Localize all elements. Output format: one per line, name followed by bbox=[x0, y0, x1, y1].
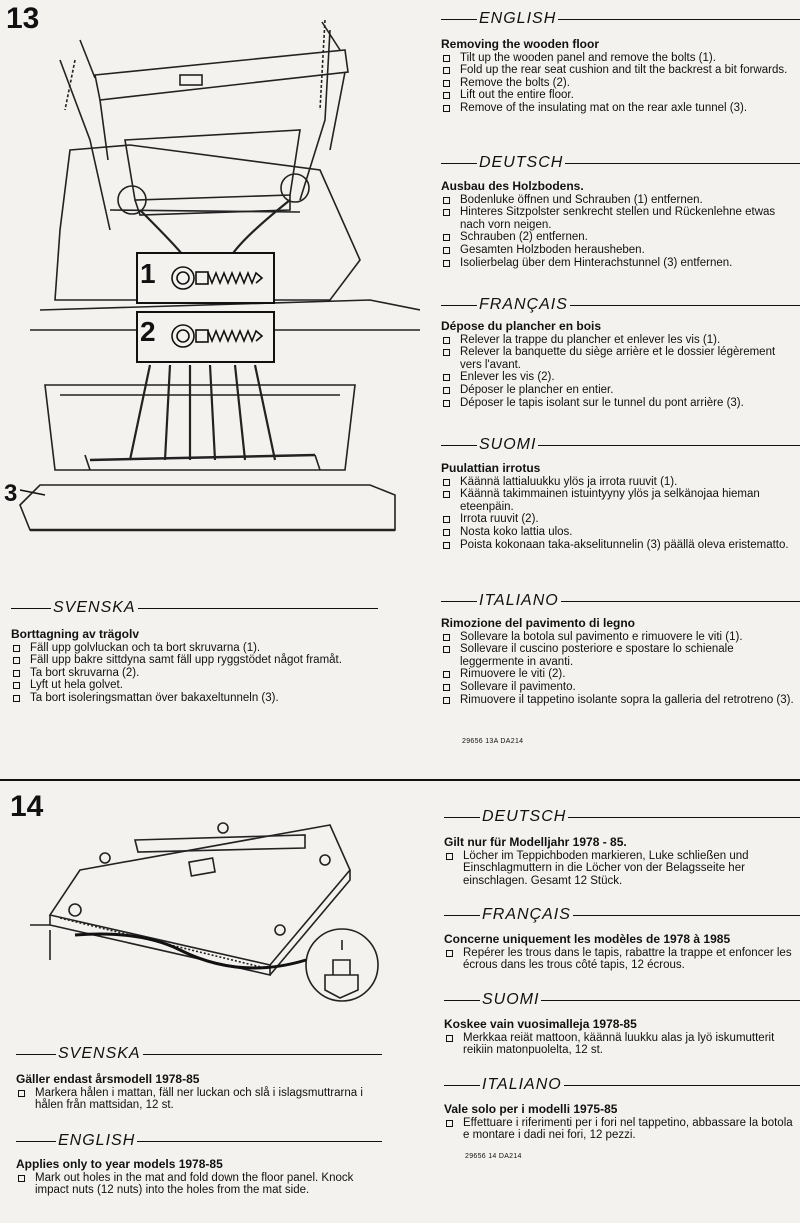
list-item: Effettuare i riferimenti per i fori nel tappetino, abbassare la botola e montare i dadi nei fori, 12 pezzi. bbox=[444, 1117, 800, 1142]
checkbox-icon bbox=[443, 67, 450, 74]
instructions-svenska bbox=[16, 1073, 386, 1112]
checkbox-icon bbox=[443, 209, 450, 216]
section-divider bbox=[0, 779, 800, 781]
list-item: Sollevare la botola sul pavimento e rimuovere le viti (1). bbox=[441, 631, 800, 644]
lang-header-italiano: ITALIANO bbox=[444, 1076, 800, 1094]
checkbox-icon bbox=[443, 646, 450, 653]
checkbox-icon bbox=[443, 491, 450, 498]
callout-2: 2 bbox=[140, 316, 156, 347]
checkbox-icon bbox=[13, 645, 20, 652]
instructions-francais bbox=[441, 320, 800, 409]
instructions-deutsch bbox=[444, 836, 800, 887]
checkbox-icon bbox=[443, 349, 450, 356]
checkbox-icon bbox=[443, 684, 450, 691]
checkbox-icon bbox=[443, 80, 450, 87]
section-title: Applies only to year models 1978-85 bbox=[16, 1157, 223, 1171]
step-number: 13 bbox=[6, 2, 40, 35]
callout-3: 3 bbox=[4, 480, 18, 507]
list-item: Merkkaa reiät mattoon, käännä luukku alas ja lyö iskumutterit reikiin matonpuolelta, 12 st. bbox=[444, 1032, 800, 1057]
checkbox-icon bbox=[443, 671, 450, 678]
document-code: 29656 13A DA214 bbox=[462, 738, 524, 745]
floor-removal-illustration bbox=[0, 0, 420, 600]
lang-header-english: ENGLISH bbox=[16, 1132, 382, 1150]
lang-header-francais: FRANÇAIS bbox=[441, 296, 800, 314]
checkbox-icon bbox=[443, 55, 450, 62]
checkbox-icon bbox=[446, 1035, 453, 1042]
instructions-english bbox=[441, 38, 800, 115]
list-item: Bodenluke öffnen und Schrauben (1) entfernen. bbox=[441, 194, 800, 207]
checkbox-icon bbox=[443, 400, 450, 407]
list-item: Ta bort isoleringsmattan över bakaxeltunneln (3). bbox=[11, 692, 383, 705]
section-title: Gilt nur für Modelljahr 1978 - 85. bbox=[444, 835, 627, 849]
checkbox-icon bbox=[443, 387, 450, 394]
list-item: Schrauben (2) entfernen. bbox=[441, 231, 800, 244]
lang-header-english: ENGLISH bbox=[441, 10, 800, 28]
checkbox-icon bbox=[443, 234, 450, 241]
list-item: Déposer le tapis isolant sur le tunnel du pont arrière (3). bbox=[441, 397, 800, 410]
checkbox-icon bbox=[443, 634, 450, 641]
section-title: Concerne uniquement les modèles de 1978 à 1985 bbox=[444, 932, 731, 946]
checkbox-icon bbox=[13, 695, 20, 702]
checkbox-icon bbox=[443, 479, 450, 486]
section-title: Koskee vain vuosimalleja 1978-85 bbox=[444, 1017, 637, 1031]
checkbox-icon bbox=[443, 337, 450, 344]
instructions-francais bbox=[444, 933, 800, 972]
lang-header-svenska: SVENSKA bbox=[11, 599, 378, 617]
callout-1: 1 bbox=[140, 258, 156, 289]
list-item: Rimuovere le viti (2). bbox=[441, 668, 800, 681]
checkbox-icon bbox=[443, 92, 450, 99]
section-title: Rimozione del pavimento di legno bbox=[441, 616, 636, 630]
checkbox-icon bbox=[443, 374, 450, 381]
list-item: Hinteres Sitzpolster senkrecht stellen und Rückenlehne etwas nach vorn neigen. bbox=[441, 206, 800, 231]
instructions-english bbox=[16, 1158, 388, 1197]
step-number: 14 bbox=[10, 790, 44, 823]
list-item: Rimuovere il tappetino isolante sopra la galleria del retrotreno (3). bbox=[441, 694, 800, 707]
instructions-italiano bbox=[444, 1103, 800, 1142]
checkbox-icon bbox=[443, 197, 450, 204]
checkbox-icon bbox=[443, 516, 450, 523]
document-code: 29656 14 DA214 bbox=[465, 1153, 522, 1160]
list-item: Nosta koko lattia ulos. bbox=[441, 526, 800, 539]
list-item: Käännä lattialuukku ylös ja irrota ruuvit (1). bbox=[441, 476, 800, 489]
checkbox-icon bbox=[13, 657, 20, 664]
section-title: Removing the wooden floor bbox=[441, 37, 599, 51]
checkbox-icon bbox=[443, 247, 450, 254]
checkbox-icon bbox=[18, 1090, 25, 1097]
lang-header-italiano: ITALIANO bbox=[441, 592, 800, 610]
checkbox-icon bbox=[18, 1175, 25, 1182]
list-item: Remove the bolts (2). bbox=[441, 77, 800, 90]
list-item: Lift out the entire floor. bbox=[441, 89, 800, 102]
instructions-suomi bbox=[444, 1018, 800, 1057]
list-item: Déposer le plancher en entier. bbox=[441, 384, 800, 397]
list-item: Isolierbelag über dem Hinterachstunnel (3) entfernen. bbox=[441, 257, 800, 270]
list-item: Gesamten Holzboden herausheben. bbox=[441, 244, 800, 257]
list-item: Käännä takimmainen istuintyyny ylös ja selkänojaa hieman eteenpäin. bbox=[441, 488, 800, 513]
list-item: Sollevare il cuscino posteriore e spostare lo schienale leggermente in avanti. bbox=[441, 643, 800, 668]
list-item: Lyft ut hela golvet. bbox=[11, 679, 383, 692]
checkbox-icon bbox=[446, 853, 453, 860]
section-title: Vale solo per i modelli 1975-85 bbox=[444, 1102, 618, 1116]
section-title: Borttagning av trägolv bbox=[11, 627, 140, 641]
instructions-deutsch bbox=[441, 180, 800, 269]
section-title: Puulattian irrotus bbox=[441, 461, 541, 475]
checkbox-icon bbox=[443, 529, 450, 536]
list-item: Poista kokonaan taka-akselitunnelin (3) päällä oleva eristematto. bbox=[441, 539, 800, 552]
list-item: Repérer les trous dans le tapis, rabattre la trappe et enfoncer les écrous dans les trous côté tapis, 12 écrous. bbox=[444, 947, 800, 972]
list-item: Irrota ruuvit (2). bbox=[441, 513, 800, 526]
list-item: Sollevare il pavimento. bbox=[441, 681, 800, 694]
list-item: Relever la banquette du siège arrière et le dossier légèrement vers l'avant. bbox=[441, 346, 800, 371]
list-item: Fold up the rear seat cushion and tilt the backrest a bit forwards. bbox=[441, 64, 800, 77]
lang-header-suomi: SUOMI bbox=[444, 991, 800, 1009]
checkbox-icon bbox=[443, 105, 450, 112]
list-item: Fäll upp golvluckan och ta bort skruvarna (1). bbox=[11, 642, 383, 655]
list-item: Fäll upp bakre sittdyna samt fäll upp ryggstödet något framåt. bbox=[11, 654, 383, 667]
section-title: Gäller endast årsmodell 1978-85 bbox=[16, 1072, 200, 1086]
checkbox-icon bbox=[446, 1120, 453, 1127]
floor-panel-illustration bbox=[20, 810, 400, 1040]
instructions-suomi bbox=[441, 462, 800, 551]
lang-header-suomi: SUOMI bbox=[441, 436, 800, 454]
list-item: Ta bort skruvarna (2). bbox=[11, 667, 383, 680]
checkbox-icon bbox=[443, 697, 450, 704]
instructions-svenska bbox=[11, 628, 383, 705]
section-title: Dépose du plancher en bois bbox=[441, 319, 602, 333]
checkbox-icon bbox=[13, 670, 20, 677]
lang-header-deutsch: DEUTSCH bbox=[441, 154, 800, 172]
checkbox-icon bbox=[443, 542, 450, 549]
section-title: Ausbau des Holzbodens. bbox=[441, 179, 584, 193]
list-item: Tilt up the wooden panel and remove the bolts (1). bbox=[441, 52, 800, 65]
lang-header-francais: FRANÇAIS bbox=[444, 906, 800, 924]
lang-header-svenska: SVENSKA bbox=[16, 1045, 382, 1063]
list-item: Enlever les vis (2). bbox=[441, 371, 800, 384]
list-item: Markera hålen i mattan, fäll ner luckan och slå i islagsmuttrarna i hålen från mattsidan, 12 st. bbox=[16, 1087, 386, 1112]
list-item: Löcher im Teppichboden markieren, Luke schließen und Einschlagmuttern in die Löcher von der Belagsseite her einschlagen. Gesamt 12 Stück. bbox=[444, 850, 800, 888]
list-item: Mark out holes in the mat and fold down the floor panel. Knock impact nuts (12 nuts) into the holes from the mat side. bbox=[16, 1172, 388, 1197]
list-item: Relever la trappe du plancher et enlever les vis (1). bbox=[441, 334, 800, 347]
instructions-italiano bbox=[441, 617, 800, 706]
checkbox-icon bbox=[443, 260, 450, 267]
checkbox-icon bbox=[446, 950, 453, 957]
checkbox-icon bbox=[13, 682, 20, 689]
lang-header-deutsch: DEUTSCH bbox=[444, 808, 800, 826]
list-item: Remove of the insulating mat on the rear axle tunnel (3). bbox=[441, 102, 800, 115]
